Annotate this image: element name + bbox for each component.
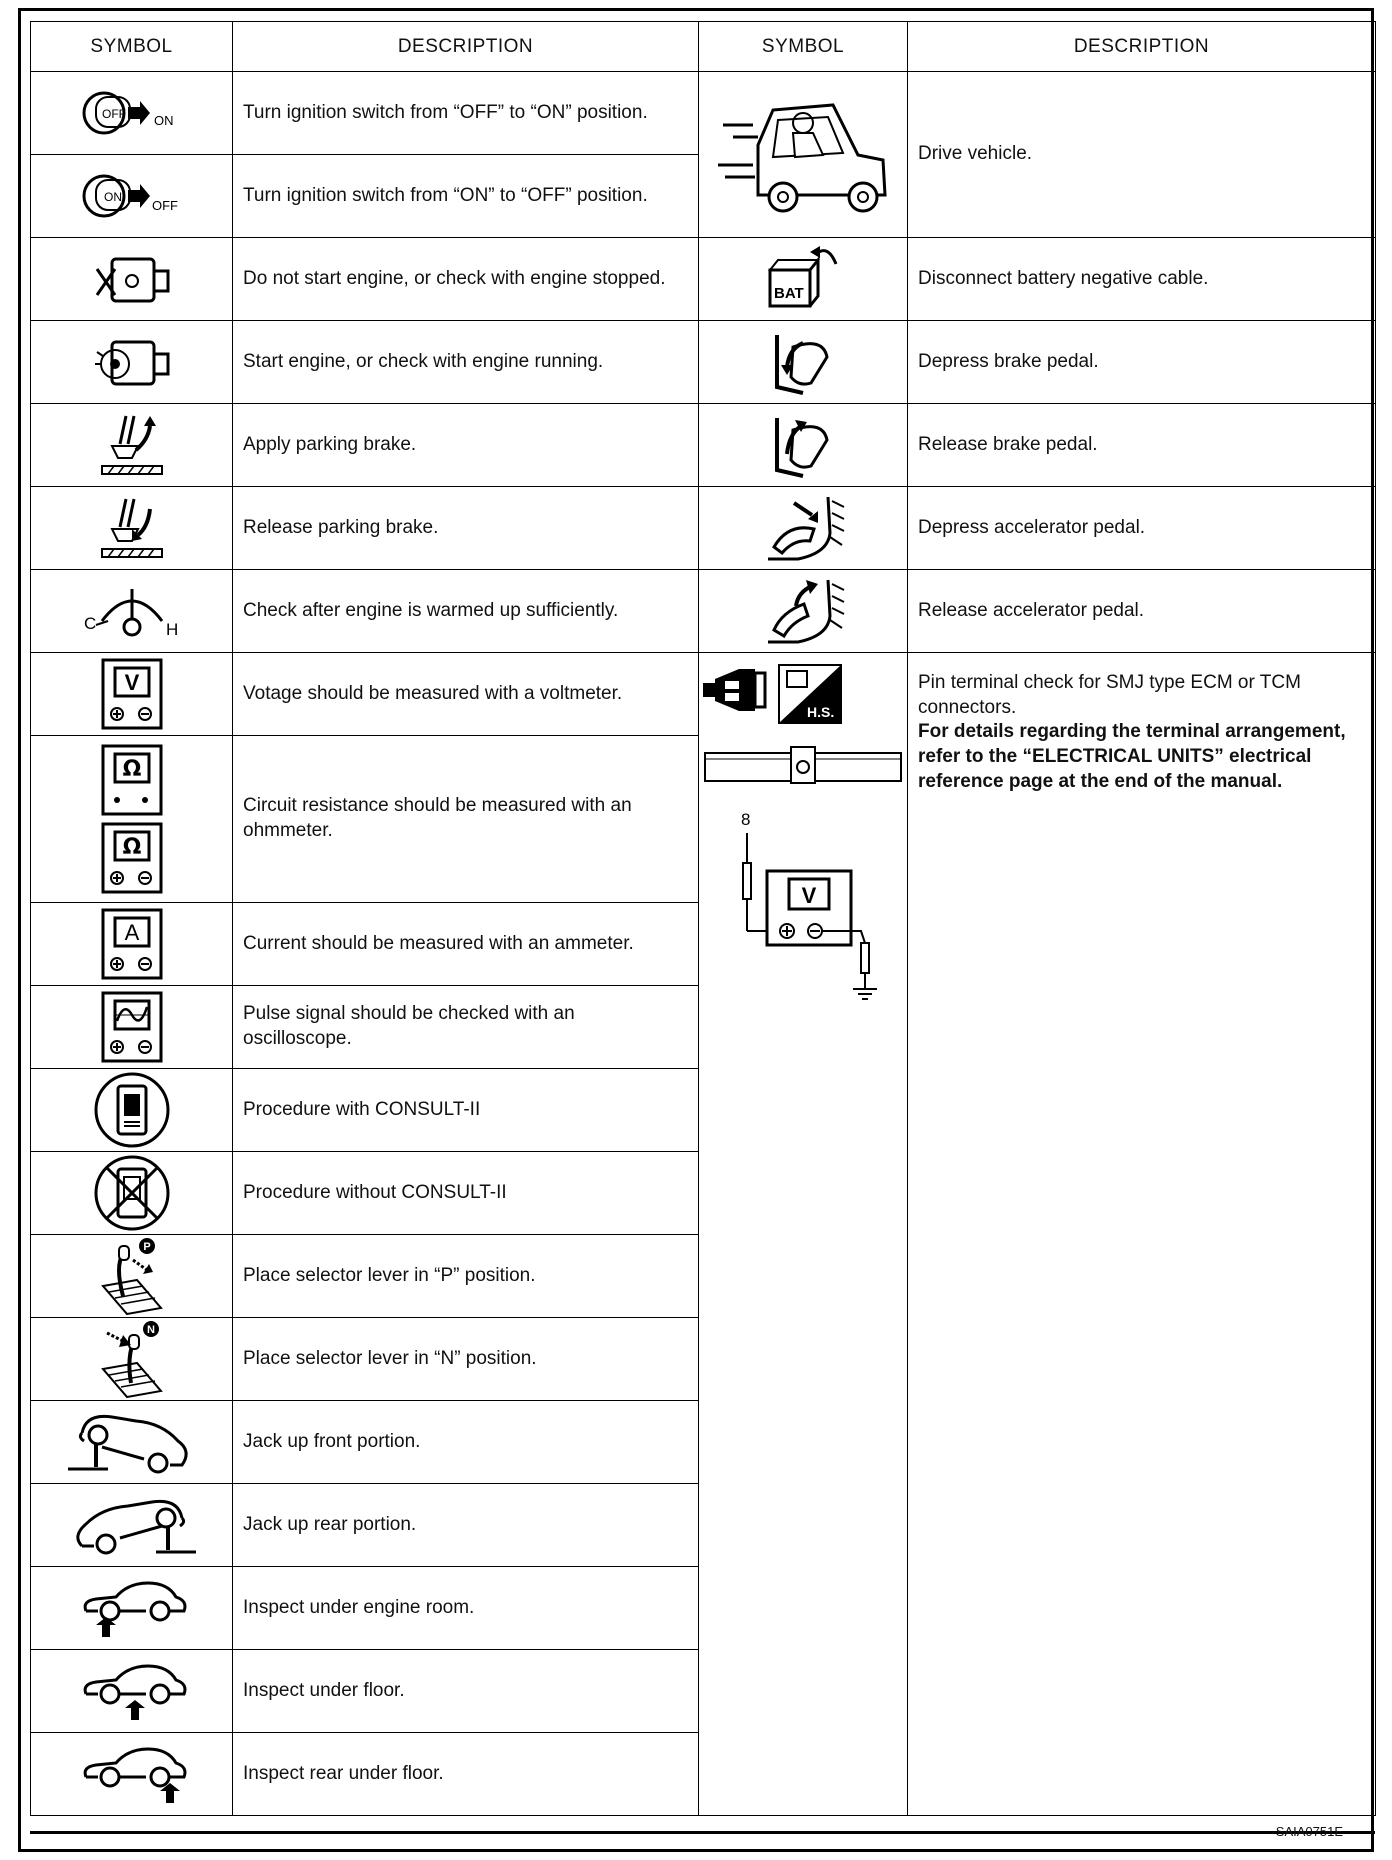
symbol-cell <box>31 1235 233 1318</box>
figure-code: SAIA0751E <box>1275 1824 1343 1839</box>
symbol-cell <box>31 903 233 986</box>
ignition-label-on: ON <box>153 113 173 128</box>
symbol-cell <box>31 1069 233 1152</box>
ignition-label-on: ON <box>103 190 122 204</box>
description-cell: Jack up front portion. <box>233 1401 699 1484</box>
footer-divider <box>30 1831 1375 1834</box>
header-symbol: SYMBOL <box>31 22 233 72</box>
description-cell: Apply parking brake. <box>233 404 699 487</box>
pin-number-label: 8 <box>741 810 751 829</box>
pin-check-text: Pin terminal check for SMJ type ECM or TCM connectors. <box>918 672 1301 718</box>
description-cell: Start engine, or check with engine running. <box>233 321 699 404</box>
ignition-label-off: OFF <box>101 107 126 121</box>
pin-check-description-cell <box>908 653 1376 1816</box>
description-cell: Pulse signal should be checked with an oscilloscope. <box>233 986 699 1069</box>
symbol-cell <box>31 404 233 487</box>
symbol-cell <box>31 487 233 570</box>
description-cell: Inspect under engine room. <box>233 1567 699 1650</box>
header-description: DESCRIPTION <box>233 22 699 72</box>
symbol-cell <box>31 155 233 238</box>
selector-letter: N <box>146 1324 155 1336</box>
symbol-cell <box>31 1567 233 1650</box>
selector-lever-n-icon <box>87 1319 177 1399</box>
description-cell: Procedure without CONSULT-II <box>233 1152 699 1235</box>
inspect-engine-room-icon <box>72 1573 192 1643</box>
description-cell: Votage should be measured with a voltmeter. <box>233 653 699 736</box>
description-cell: Jack up rear portion. <box>233 1484 699 1567</box>
voltmeter-icon <box>97 658 167 730</box>
pin-check-reference-text: For details regarding the terminal arrangement, refer to the “ELECTRICAL UNITS” electrical reference page at the end of the manual. <box>918 721 1346 792</box>
description-cell: Release accelerator pedal. <box>908 570 1376 653</box>
symbol-table <box>30 21 1376 1816</box>
hs-harness-sensor-icon <box>779 665 841 723</box>
engine-running-icon <box>87 332 177 392</box>
no-consult-ii-icon <box>92 1153 172 1233</box>
description-cell: Place selector lever in “N” position. <box>233 1318 699 1401</box>
meter-letter-top: Ω <box>122 757 141 782</box>
ignition-on-to-off-icon <box>82 166 182 226</box>
ignition-off-to-on-icon <box>82 83 182 143</box>
symbol-cell <box>699 487 908 570</box>
connector-strip-icon <box>705 747 901 783</box>
battery-icon <box>758 244 848 314</box>
connector-icon <box>703 669 765 711</box>
pin-terminal-check-icon <box>703 653 903 1013</box>
description-cell: Turn ignition switch from “OFF” to “ON” position. <box>233 72 699 155</box>
symbol-cell <box>31 1318 233 1401</box>
inspect-rear-floor-icon <box>72 1739 192 1809</box>
symbol-cell <box>699 404 908 487</box>
symbol-cell <box>31 1484 233 1567</box>
description-cell: Procedure with CONSULT-II <box>233 1069 699 1152</box>
header-symbol-2: SYMBOL <box>699 22 908 72</box>
symbol-cell <box>31 736 233 903</box>
description-cell: Release brake pedal. <box>908 404 1376 487</box>
selector-letter: P <box>142 1241 151 1253</box>
symbol-cell <box>31 238 233 321</box>
meter-letter-bottom: Ω <box>122 835 141 860</box>
depress-brake-pedal-icon <box>763 327 843 397</box>
selector-lever-p-icon <box>87 1236 177 1316</box>
description-cell: Inspect rear under floor. <box>233 1733 699 1816</box>
header-description-2: DESCRIPTION <box>908 22 1376 72</box>
description-cell: Place selector lever in “P” position. <box>233 1235 699 1318</box>
meter-letter: V <box>124 670 139 695</box>
apply-parking-brake-icon <box>92 410 172 480</box>
meter-letter: A <box>124 920 139 945</box>
description-cell: Drive vehicle. <box>908 72 1376 238</box>
gauge-label-h: H <box>165 620 178 639</box>
symbol-chart-sheet <box>18 8 1374 1852</box>
symbol-cell <box>699 238 908 321</box>
battery-label: BAT <box>774 285 804 302</box>
inspect-under-floor-icon <box>72 1656 192 1726</box>
description-cell: Depress brake pedal. <box>908 321 1376 404</box>
depress-accelerator-icon <box>758 493 848 563</box>
symbol-cell <box>699 653 908 1816</box>
symbol-cell <box>31 1733 233 1816</box>
jack-up-front-icon <box>62 1407 202 1477</box>
temperature-gauge-icon <box>72 581 192 641</box>
consult-ii-icon <box>92 1070 172 1150</box>
symbol-cell <box>699 321 908 404</box>
engine-stopped-icon <box>87 249 177 309</box>
symbol-cell <box>31 72 233 155</box>
description-cell: Depress accelerator pedal. <box>908 487 1376 570</box>
description-cell: Current should be measured with an ammeter. <box>233 903 699 986</box>
symbol-cell <box>31 1152 233 1235</box>
symbol-cell <box>31 653 233 736</box>
release-parking-brake-icon <box>92 493 172 563</box>
description-cell: Disconnect battery negative cable. <box>908 238 1376 321</box>
symbol-cell <box>31 321 233 404</box>
release-accelerator-icon <box>758 576 848 646</box>
description-cell: Inspect under floor. <box>233 1650 699 1733</box>
header-row <box>31 22 1376 72</box>
ignition-label-off: OFF <box>151 198 178 213</box>
ohmmeter-icon <box>97 744 167 894</box>
symbol-cell <box>31 1650 233 1733</box>
description-cell: Check after engine is warmed up sufficiently. <box>233 570 699 653</box>
symbol-cell <box>699 72 908 238</box>
hs-label: H.S. <box>807 704 835 720</box>
ammeter-icon <box>97 908 167 980</box>
symbol-cell <box>31 986 233 1069</box>
probe-voltmeter-icon <box>743 833 877 999</box>
drive-vehicle-icon <box>713 85 893 225</box>
oscilloscope-icon <box>97 991 167 1063</box>
description-cell: Circuit resistance should be measured with an ohmmeter. <box>233 736 699 903</box>
symbol-cell <box>699 570 908 653</box>
jack-up-rear-icon <box>62 1490 202 1560</box>
description-cell: Do not start engine, or check with engine stopped. <box>233 238 699 321</box>
description-cell: Release parking brake. <box>233 487 699 570</box>
symbol-cell <box>31 570 233 653</box>
symbol-cell <box>31 1401 233 1484</box>
release-brake-pedal-icon <box>763 410 843 480</box>
gauge-label-c: C <box>83 614 96 633</box>
description-cell: Turn ignition switch from “ON” to “OFF” position. <box>233 155 699 238</box>
probe-meter-letter: V <box>801 883 817 908</box>
